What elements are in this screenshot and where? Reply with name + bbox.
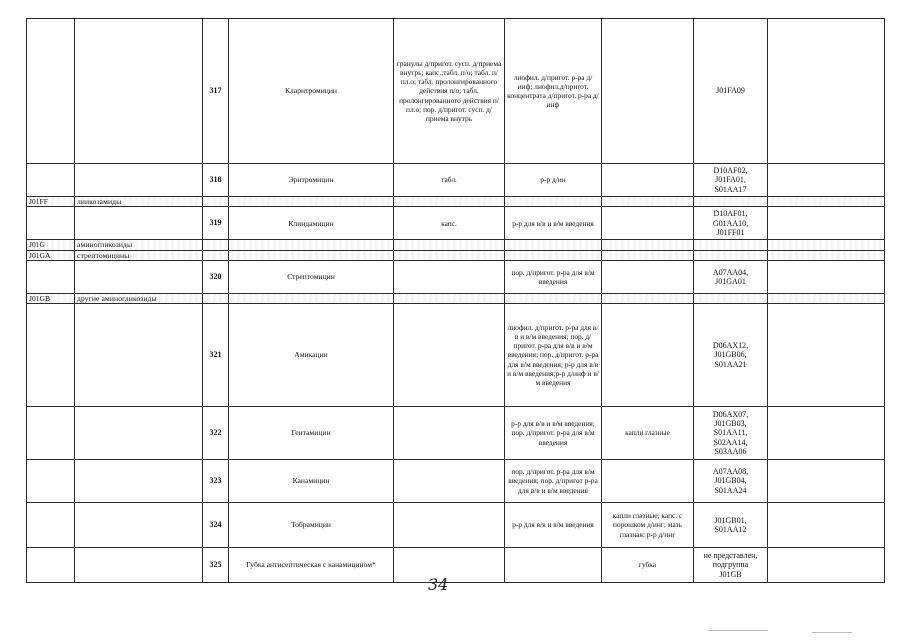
dosage-forms-oral: гранулы д/пригот. сусп. д/приема внутрь; капс.;табл. п/о; табл. п/пл.о; табл. пролонгированного действия п/о; табл. пролонгированного действия п/пл.о; пор. д/пригот. сусп. д/приема внутрь [394, 19, 505, 164]
drug-name: Кларитромицин [229, 19, 394, 164]
notes-cell [768, 207, 885, 240]
atc-code-cell [27, 207, 75, 240]
empty-cell [694, 240, 768, 250]
dosage-forms-injection: лиофил. д/пригот. р-ра для в/в и в/м введения; пор. д/пригот. р-ра для в/в и в/м введения; пор. д/пригот. р-ра для в/м введения; р-р для в/в и в/м введения;р-р д/инф и в/м введения [505, 304, 602, 407]
atc-code-line: D10AF02, [713, 166, 748, 176]
dosage-forms-injection [505, 548, 602, 583]
atc-code-line: S01AA24 [714, 485, 747, 495]
atc-codes [694, 503, 768, 548]
dosage-forms-injection: пор. д/пригот. р-ра для в/м введения [505, 260, 602, 293]
empty-cell [203, 250, 229, 260]
drug-registry-table [26, 18, 885, 583]
atc-code-cell [27, 503, 75, 548]
atc-code-line: S01AA17 [714, 184, 747, 194]
dosage-forms-oral [394, 260, 505, 293]
atc-code-line: J01GB [719, 569, 742, 579]
table-row [27, 207, 885, 240]
empty-cell [768, 250, 885, 260]
atc-codes [694, 548, 768, 583]
table-row [27, 503, 885, 548]
item-number: 321 [203, 304, 229, 407]
document-sheet [26, 18, 884, 583]
atc-group-cell [75, 548, 203, 583]
atc-code-line: S01AA12 [714, 525, 747, 534]
dosage-forms-other [602, 207, 694, 240]
group-label: другие аминогликозиды [75, 293, 203, 303]
atc-code-line: J01GB03, [714, 419, 747, 429]
atc-group-cell [75, 407, 203, 460]
atc-code-cell [27, 407, 75, 460]
atc-code-cell [27, 19, 75, 164]
atc-code-line: D06AX12, [712, 341, 749, 351]
atc-code-line: J01GB06, [714, 350, 747, 360]
atc-codes [694, 460, 768, 503]
drug-name: Клиндамицин [229, 207, 394, 240]
scan-artifact [812, 632, 852, 633]
empty-cell [602, 240, 694, 250]
atc-code-line: A07AA04, [712, 267, 749, 277]
dosage-forms-oral: капс. [394, 207, 505, 240]
notes-cell [768, 164, 885, 197]
atc-group-cell [75, 164, 203, 197]
notes-cell [768, 260, 885, 293]
atc-group-cell [75, 207, 203, 240]
dosage-forms-other: капли глазные; капс. с порошком д/инг; мазь глазная; р-р д/инг [602, 503, 694, 548]
atc-code-line: J01FA01, [715, 175, 746, 185]
group-code: J01GB [27, 293, 75, 303]
atc-code-line: A07AA08, [712, 467, 749, 477]
dosage-forms-injection: р-р д/ин [505, 164, 602, 197]
notes-cell [768, 19, 885, 164]
atc-code-line: J01GB04, [714, 476, 747, 486]
notes-cell [768, 503, 885, 548]
table-row [27, 407, 885, 460]
atc-code-line: J01GA01 [715, 276, 746, 286]
table-row [27, 548, 885, 583]
dosage-forms-other [602, 19, 694, 164]
dosage-forms-injection: пор. д/пригот. р-ра для в/м введения; пор. д/пригот р-ра для в/в и в/м введения [505, 460, 602, 503]
empty-cell [203, 240, 229, 250]
dosage-forms-oral [394, 548, 505, 583]
atc-group-cell [75, 503, 203, 548]
table-row [27, 460, 885, 503]
dosage-forms-other [602, 164, 694, 197]
table-body [27, 19, 885, 583]
dosage-forms-oral: табл. [394, 164, 505, 197]
drug-name: Амикацин [229, 304, 394, 407]
empty-cell [602, 293, 694, 303]
group-row [27, 293, 885, 303]
empty-cell [394, 197, 505, 207]
atc-code-cell [27, 164, 75, 197]
item-number: 319 [203, 207, 229, 240]
empty-cell [505, 293, 602, 303]
atc-code-line: не представлен, [703, 551, 758, 561]
dosage-forms-other [602, 260, 694, 293]
scan-artifact [708, 630, 768, 631]
empty-cell [505, 197, 602, 207]
dosage-forms-oral [394, 407, 505, 460]
item-number: 322 [203, 407, 229, 460]
notes-cell [768, 304, 885, 407]
atc-code-line: S01AA11, [713, 428, 748, 438]
atc-codes [694, 260, 768, 293]
dosage-forms-oral [394, 460, 505, 503]
item-number: 317 [203, 19, 229, 164]
empty-cell [229, 250, 394, 260]
atc-code-cell [27, 304, 75, 407]
item-number: 320 [203, 260, 229, 293]
atc-group-cell [75, 460, 203, 503]
empty-cell [768, 240, 885, 250]
group-row [27, 250, 885, 260]
atc-code-line: J01FA09 [716, 86, 745, 96]
dosage-forms-injection: лиофил. д/пригот. р-ра д/инф; лиофил.д/пригот. концентрата д/пригот. р-ра д/инф [505, 19, 602, 164]
empty-cell [229, 197, 394, 207]
dosage-forms-other [602, 460, 694, 503]
drug-name: Тобрамицин [229, 503, 394, 548]
empty-cell [505, 250, 602, 260]
atc-code-line: D06AX07, [712, 410, 749, 420]
atc-codes [694, 19, 768, 164]
atc-group-cell [75, 260, 203, 293]
empty-cell [505, 240, 602, 250]
atc-code-line: подгруппа [712, 560, 749, 570]
atc-code-line: G01AA10, [712, 218, 749, 228]
dosage-forms-injection: р-р для в/в и в/м введения [505, 207, 602, 240]
notes-cell [768, 460, 885, 503]
notes-cell [768, 548, 885, 583]
dosage-forms-other [602, 304, 694, 407]
empty-cell [203, 197, 229, 207]
drug-name: Гентамицин [229, 407, 394, 460]
atc-code-line: S02AA14, [713, 437, 748, 447]
empty-cell [229, 240, 394, 250]
empty-cell [394, 240, 505, 250]
group-row [27, 240, 885, 250]
group-row [27, 197, 885, 207]
atc-codes [694, 164, 768, 197]
item-number: 324 [203, 503, 229, 548]
table-row [27, 164, 885, 197]
empty-cell [229, 293, 394, 303]
table-row [27, 260, 885, 293]
atc-code-cell [27, 460, 75, 503]
group-code: J01FF [27, 197, 75, 207]
dosage-forms-injection: р-р для в/в и в/м введения; пор. д/пригот. р-ра для в/м введения [505, 407, 602, 460]
item-number: 323 [203, 460, 229, 503]
atc-code-line: J01GB01, [714, 515, 747, 525]
atc-code-line: J01FF01 [716, 227, 745, 237]
empty-cell [768, 293, 885, 303]
group-code: J01GA [27, 250, 75, 260]
atc-codes [694, 207, 768, 240]
atc-code-line: D10AF01, [713, 209, 748, 219]
empty-cell [694, 197, 768, 207]
item-number: 318 [203, 164, 229, 197]
group-label: линкозамиды [75, 197, 203, 207]
empty-cell [602, 250, 694, 260]
group-code: J01G [27, 240, 75, 250]
table-row [27, 19, 885, 164]
drug-name: Губка антисептическая с канамицином* [229, 548, 394, 583]
notes-cell [768, 407, 885, 460]
dosage-forms-other: капли глазные [602, 407, 694, 460]
table-row [27, 304, 885, 407]
drug-name: Канамицин [229, 460, 394, 503]
group-label: аминогликозиды [75, 240, 203, 250]
empty-cell [768, 197, 885, 207]
empty-cell [694, 250, 768, 260]
atc-group-cell [75, 19, 203, 164]
empty-cell [602, 197, 694, 207]
atc-code-line: S01AA21 [714, 359, 747, 369]
empty-cell [203, 293, 229, 303]
dosage-forms-oral [394, 503, 505, 548]
dosage-forms-injection: р-р для в/в и в/м введения [505, 503, 602, 548]
drug-name: Эритромицин [229, 164, 394, 197]
atc-code-line: S03AA06 [714, 446, 747, 456]
empty-cell [694, 293, 768, 303]
dosage-forms-other: губка [602, 548, 694, 583]
group-label: стрептомицины [75, 250, 203, 260]
atc-code-cell [27, 548, 75, 583]
atc-codes [694, 407, 768, 460]
drug-name: Стрептомицин [229, 260, 394, 293]
atc-code-cell [27, 260, 75, 293]
item-number: 325 [203, 548, 229, 583]
atc-codes [694, 304, 768, 407]
empty-cell [394, 250, 505, 260]
atc-group-cell [75, 304, 203, 407]
page-number: 34 [428, 575, 449, 594]
empty-cell [394, 293, 505, 303]
dosage-forms-oral [394, 304, 505, 407]
